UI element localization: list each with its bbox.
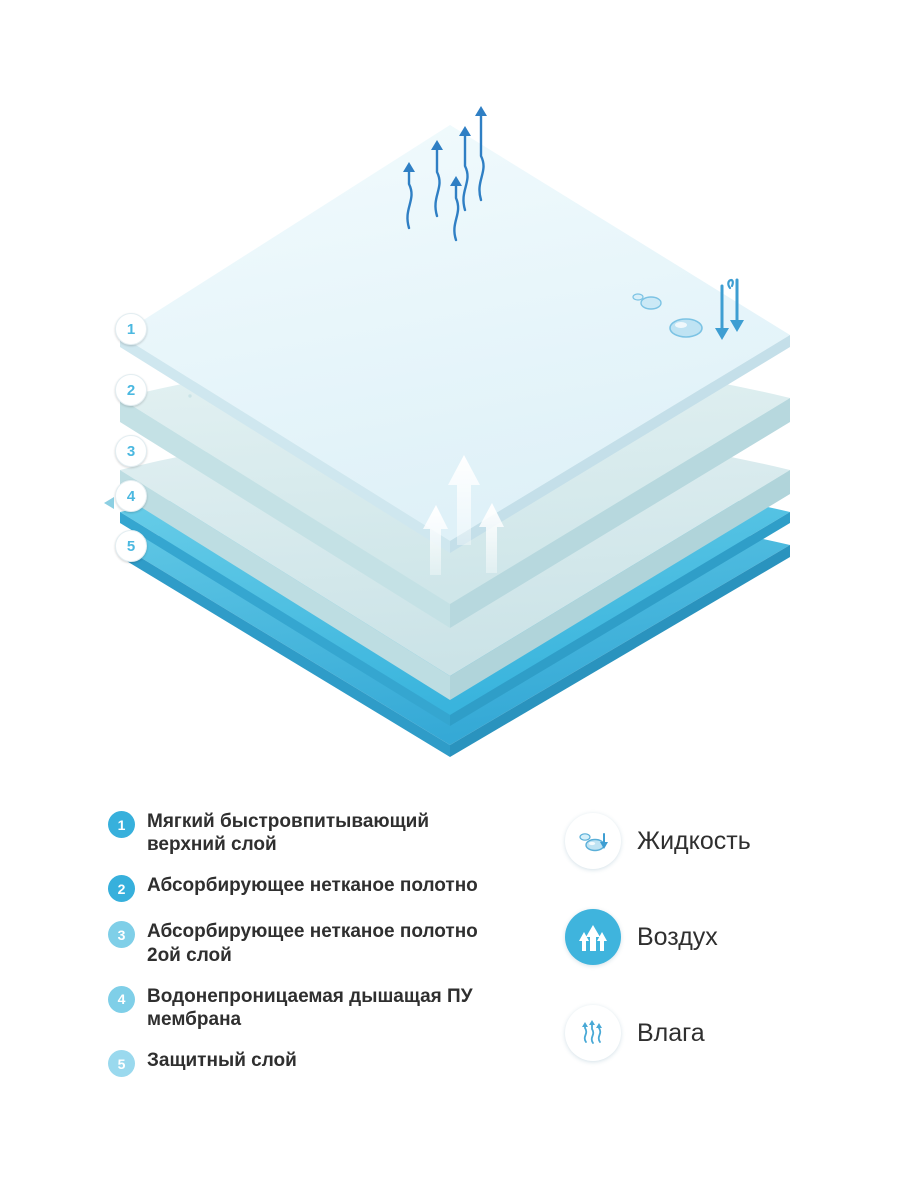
legend-badge-1: 1	[108, 811, 135, 838]
air-arrows-icon	[565, 909, 621, 965]
stack-badge-5[interactable]: 5	[115, 530, 147, 562]
legend-item-4[interactable]	[108, 985, 528, 1031]
legend-label-1: Мягкий быстровпитывающий верхний слой	[147, 811, 430, 856]
symbol-item-air[interactable]	[565, 909, 885, 965]
legend-item-5[interactable]	[108, 1049, 528, 1077]
droplets-icon	[565, 813, 621, 869]
legend-badge-2: 2	[108, 875, 135, 902]
layer4-pointer	[104, 497, 114, 509]
stack-badge-1[interactable]: 1	[115, 313, 147, 345]
legend-label-4: Водонепроницаемая дышащая ПУ мембрана	[147, 985, 473, 1030]
legend-item-2[interactable]	[108, 874, 528, 902]
legend-label-2: Абсорбирующее нетканое полотно	[147, 875, 478, 897]
stack-badge-3[interactable]: 3	[115, 435, 147, 467]
legend-badge-3: 3	[108, 921, 135, 948]
legend-badge-5: 5	[108, 1050, 135, 1077]
legend-label-3: Абсорбирующее нетканое полотно 2ой слой	[147, 921, 478, 966]
symbol-item-vapour[interactable]	[565, 1005, 885, 1061]
layers-legend	[108, 810, 528, 1095]
legend-label-5: Защитный слой	[147, 1050, 297, 1072]
vapour-icon	[565, 1005, 621, 1061]
legend-badge-4: 4	[108, 986, 135, 1013]
symbol-item-liquid[interactable]	[565, 813, 885, 869]
symbol-label-liquid: Жидкость	[637, 826, 751, 855]
legend-item-1[interactable]	[108, 810, 528, 856]
liquid-arrow-curl	[728, 280, 733, 288]
stack-badge-2[interactable]: 2	[115, 374, 147, 406]
legend	[0, 795, 900, 1195]
symbol-label-air: Воздух	[637, 922, 718, 951]
symbol-label-vapour: Влага	[637, 1018, 705, 1047]
legend-item-3[interactable]	[108, 920, 528, 966]
symbols-legend	[565, 813, 885, 1101]
stack-badge-4[interactable]: 4	[115, 480, 147, 512]
